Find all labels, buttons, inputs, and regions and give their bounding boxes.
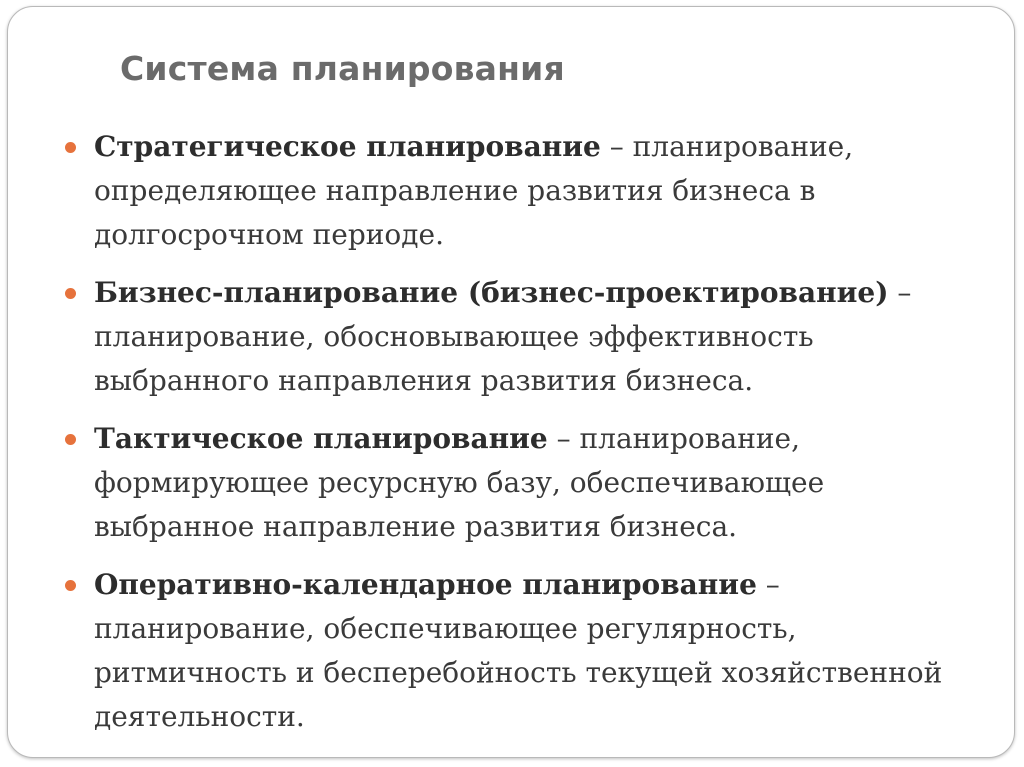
bullet-item-operational <box>60 563 960 739</box>
bullet-item-strategic <box>60 125 960 257</box>
bullet-term: Стратегическое планирование <box>94 130 601 163</box>
bullet-dot-icon <box>65 142 76 153</box>
bullet-definition: – планирование, обеспечивающее регулярность, ритмичность и бесперебойность текущей хозяйственной деятельности. <box>94 568 943 733</box>
bullet-dot-icon <box>65 580 76 591</box>
slide-frame <box>7 6 1015 758</box>
bullet-item-business <box>60 271 960 403</box>
bullet-item-tactical <box>60 417 960 549</box>
bullet-term: Оперативно-календарное планирование <box>94 568 757 601</box>
bullet-dot-icon <box>65 288 76 299</box>
bullet-definition: – планирование, определяющее направление развития бизнеса в долгосрочном периоде. <box>94 130 854 251</box>
bullet-list <box>60 125 960 753</box>
bullet-term: Бизнес-планирование (бизнес-проектирование) <box>94 276 889 309</box>
bullet-term: Тактическое планирование <box>94 422 548 455</box>
bullet-definition: – планирование, формирующее ресурсную базу, обеспечивающее выбранное направление развития бизнеса. <box>94 422 825 543</box>
bullet-dot-icon <box>65 434 76 445</box>
bullet-definition: – планирование, обосновывающее эффективность выбранного направления развития бизнеса. <box>94 276 912 397</box>
page-title: Система планирования <box>120 49 565 88</box>
